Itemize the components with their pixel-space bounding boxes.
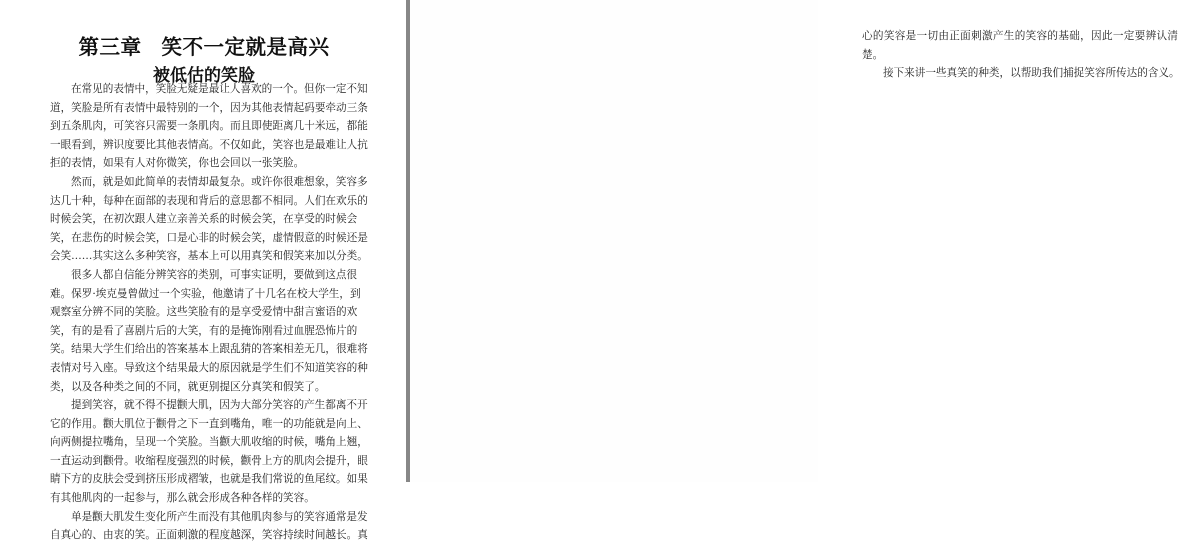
text-line: 笑，有的是看了喜剧片后的大笑，有的是掩饰刚看过血腥恐怖片的 <box>50 324 358 337</box>
text-line: 笑，在悲伤的时候会笑，口是心非的时候会笑，虚情假意的时候还是 <box>50 231 368 244</box>
text-line: 一眼看到，辨识度要比其他表情高。不仅如此，笑容也是最难让人抗 <box>50 138 368 151</box>
text-line: 道，笑脸是所有表情中最特别的一个，因为其他表情起码要牵动三条 <box>50 101 368 114</box>
text-line: 接下来讲一些真笑的种类，以帮助我们捕捉笑容所传达的含义。 <box>883 67 1180 80</box>
section-title: 被低估的笑脸 <box>153 66 255 86</box>
text-line: 类，以及各种类之间的不同，就更别提区分真笑和假笑了。 <box>50 380 326 393</box>
text-line: 在常见的表情中，笑脸无疑是最让人喜欢的一个。但你一定不知 <box>71 83 368 95</box>
chapter-name: 笑不一定就是高兴 <box>161 35 330 59</box>
text-line: 表情对号入座。导致这个结果最大的原因就是学生们不知道笑容的种 <box>50 361 368 374</box>
chapter-title <box>50 30 358 60</box>
text-line: 有其他肌肉的一起参与，那么就会形成各种各样的笑容。 <box>50 492 315 505</box>
text-line: 它的作用。颧大肌位于颧骨之下一直到嘴角，唯一的功能就是向上、 <box>50 417 368 430</box>
text-line: 自真心的、由衷的笑。正面刺激的程度越深，笑容持续时间越长。真 <box>50 529 368 542</box>
text-line: 拒的表情，如果有人对你微笑，你也会回以一张笑脸。 <box>50 157 305 170</box>
text-line: 时候会笑，在初次跟人建立亲善关系的时候会笑，在享受的时候会 <box>50 213 358 226</box>
right-page <box>410 0 1180 482</box>
text-line: 难。保罗·埃克曼曾做过一个实验，他邀请了十几名在校大学生，到 <box>50 287 361 300</box>
text-line: 笑。结果大学生们给出的答案基本上跟乱猜的答案相差无几，很难将 <box>50 343 368 356</box>
left-page-body <box>50 80 368 545</box>
right-page-body <box>862 27 1178 83</box>
text-line: 一直运动到颧骨。收缩程度强烈的时候，颧骨上方的肌肉会提升，眼 <box>50 454 368 467</box>
text-line: 单是颧大肌发生变化所产生而没有其他肌肉参与的笑容通常是发 <box>71 510 368 523</box>
text-line: 向两侧提拉嘴角，呈现一个笑脸。当颧大肌收缩的时候，嘴角上翘， <box>50 436 368 449</box>
text-line: 达几十种，每种在面部的表现和背后的意思都不相同。人们在欢乐的 <box>50 194 368 207</box>
text-line: 楚。 <box>862 48 884 61</box>
text-line: 会笑……其实这么多种笑容，基本上可以用真笑和假笑来加以分类。 <box>50 250 368 263</box>
text-line: 睛下方的皮肤会受到挤压形成褶皱，也就是我们常说的鱼尾纹。如果 <box>50 473 368 486</box>
left-page <box>0 0 406 542</box>
text-line: 心的笑容是一切由正面刺激产生的笑容的基础，因此一定要辨认清 <box>862 30 1178 42</box>
text-line: 到五条肌肉，可笑容只需要一条肌肉。而且即使距离几十米远，都能 <box>50 120 368 133</box>
text-line: 很多人都自信能分辨笑容的类别，可事实证明，要做到这点很 <box>71 268 358 281</box>
chapter-number: 第三章 <box>78 35 142 59</box>
text-line: 提到笑容，就不得不提颧大肌，因为大部分笑容的产生都离不开 <box>71 399 368 412</box>
text-line: 然而，就是如此简单的表情却最复杂。或许你很难想象，笑容多 <box>71 175 368 188</box>
text-line: 观察室分辨不同的笑脸。这些笑脸有的是享受爱情中甜言蜜语的欢 <box>50 306 358 319</box>
